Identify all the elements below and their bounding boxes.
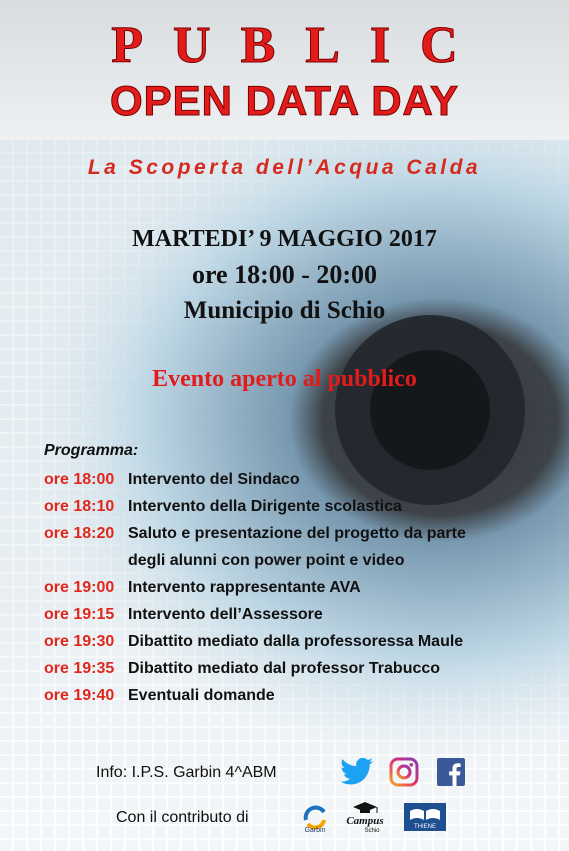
open-event-notice: Evento aperto al pubblico [152,366,417,392]
programme-item-desc: Intervento del Sindaco [128,470,300,488]
poster-subtitle: La Scoperta dell’Acqua Calda [87,156,482,179]
programme-item-time: ore 18:10 [44,497,115,515]
programme-item [44,655,564,682]
garbin-logo-label: Garbin [304,827,326,834]
event-time: ore 18:00 - 20:00 [191,260,378,289]
programme-item-time: ore 19:00 [44,578,115,596]
programme-item-desc: Dibattito mediato dalla professoressa Maule [128,632,464,650]
programme-item [44,466,564,493]
programme-item-time: ore 18:20 [44,524,115,542]
programme-item-desc: Eventuali domande [128,686,275,704]
garbin-logo [298,800,332,834]
programme-item-time: ore 19:40 [44,686,115,704]
programme-item-continuation [44,547,564,574]
programme-item [44,520,564,547]
programme-item-desc: Intervento rappresentante AVA [128,578,361,596]
info-text: Info: I.P.S. Garbin 4^ABM [96,764,277,781]
programme-item-desc: Dibattito mediato dal professor Trabucco [128,659,441,677]
programme-item-desc: Intervento dell’Assessore [128,605,323,623]
contribution-text: Con il contributo di [116,809,249,826]
programme-item-desc: degli alunni con power point e video [128,551,405,569]
campus-logo-label: Campus [346,815,384,827]
programme-item [44,601,564,628]
programme-item-time: ore 18:00 [44,470,115,488]
programme-item-time: ore 19:15 [44,605,115,623]
programme-item-time: ore 19:35 [44,659,115,677]
programme-item [44,628,564,655]
programme-item [44,493,564,520]
poster-title-open-data-day: OPEN DATA DAY [109,77,460,124]
programme-item [44,574,564,601]
event-date: MARTEDI’ 9 MAGGIO 2017 [132,226,437,252]
programme-label: Programma: [44,442,139,459]
campus-schio-logo [344,800,386,834]
programme-item-time: ore 19:30 [44,632,115,650]
programme-list [44,466,564,709]
event-place: Municipio di Schio [183,297,386,324]
poster-title-public: PUBLIC [111,17,488,74]
instagram-icon[interactable] [389,757,419,787]
twitter-icon[interactable] [340,757,374,787]
programme-item-desc: Intervento della Dirigente scolastica [128,497,402,515]
thiene-library-logo [404,803,446,831]
campus-logo-sublabel: Schio [364,828,380,834]
programme-item [44,682,564,709]
facebook-icon[interactable] [437,757,465,787]
thiene-logo-label: THIENE [413,824,437,830]
programme-item-desc: Saluto e presentazione del progetto da parte [128,524,466,542]
